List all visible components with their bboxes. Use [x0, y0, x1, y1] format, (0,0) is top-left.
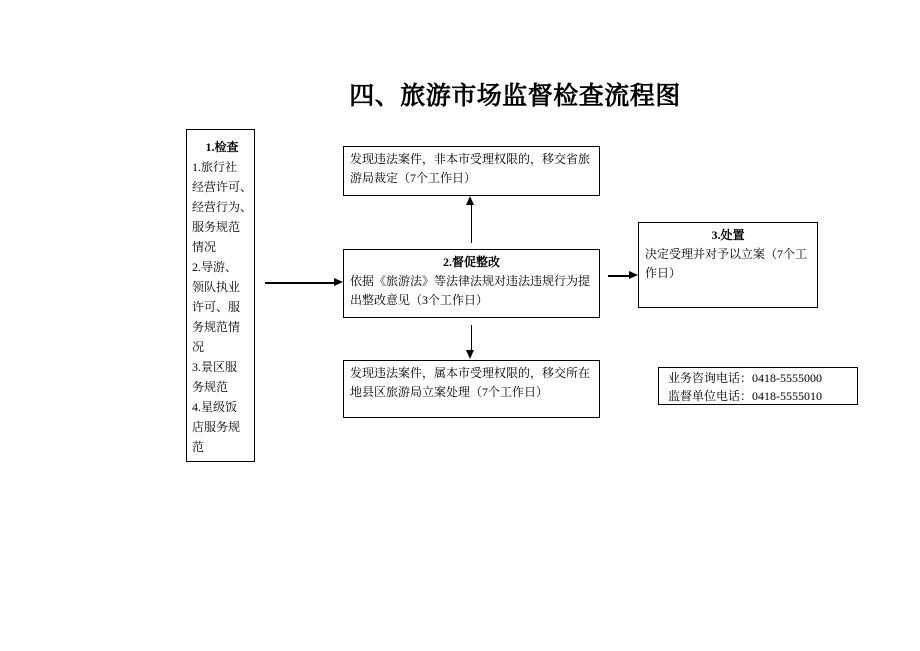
contact-box-body [668, 369, 857, 405]
inspect-box-line: 1.旅行社 [192, 160, 238, 174]
inspect-box-line: 情况 [192, 240, 217, 254]
arrow-supervise-to-province-head-icon [466, 196, 474, 205]
supervise-box [343, 249, 600, 318]
transfer-county-box [343, 360, 600, 418]
inspect-box-line: 领队执业 [192, 280, 241, 294]
inspect-box-line: 服务规范 [192, 220, 241, 234]
arrow-supervise-to-county-head-icon [466, 350, 474, 359]
transfer-province-box-line: 游局裁定（7个工作日） [350, 171, 477, 185]
supervise-box-line: 出整改意见（3个工作日） [350, 293, 489, 307]
supervise-box-line: 依据《旅游法》等法律法规对违法违规行为提 [350, 274, 591, 288]
inspect-box-line: 店服务规 [192, 420, 241, 434]
dispose-box-header: 3.处置 [711, 228, 745, 242]
dispose-box-body [645, 245, 811, 283]
transfer-county-box-body [350, 364, 593, 402]
dispose-box-line: 决定受理并对予以立案（7个工 [645, 247, 808, 261]
arrow-supervise-to-dispose-head-icon [629, 271, 638, 279]
inspect-box-line: 3.景区服 [192, 360, 238, 374]
contact-box-line: 监督单位电话：0418-5555010 [668, 389, 822, 403]
transfer-province-box [343, 146, 600, 196]
inspect-box [186, 129, 255, 462]
inspect-box-body [192, 157, 252, 457]
dispose-box [638, 222, 818, 308]
arrow-inspect-to-supervise-head-icon [334, 278, 343, 286]
transfer-province-box-line: 发现违法案件，非本市受理权限的，移交省旅 [350, 152, 591, 166]
arrow-supervise-to-province-line [471, 203, 473, 243]
inspect-box-line: 务规范情 [192, 320, 241, 334]
inspect-box-header: 1.检查 [205, 140, 239, 154]
arrow-supervise-to-dispose-line [608, 275, 630, 277]
inspect-box-line: 务规范 [192, 380, 229, 394]
inspect-box-line: 2.导游、 [192, 260, 238, 274]
dispose-box-line: 作日） [645, 266, 682, 280]
inspect-box-line: 经营行为、 [192, 200, 253, 214]
transfer-county-box-line: 发现违法案件，属本市受理权限的，移交所在 [350, 366, 591, 380]
inspect-box-line: 范 [192, 440, 205, 454]
contact-box [658, 367, 858, 405]
transfer-county-box-line: 地县区旅游局立案处理（7个工作日） [350, 385, 549, 399]
arrow-supervise-to-county-line [471, 325, 473, 351]
supervise-box-header: 2.督促整改 [442, 255, 500, 269]
arrow-inspect-to-supervise-line [265, 282, 335, 284]
inspect-box-line: 许可、服 [192, 300, 241, 314]
contact-box-line: 业务咨询电话：0418-5555000 [668, 371, 822, 385]
transfer-province-box-body [350, 150, 593, 188]
inspect-box-line: 经营许可、 [192, 180, 253, 194]
inspect-box-line: 况 [192, 340, 205, 354]
supervise-box-body [350, 272, 593, 310]
page-title: 四、旅游市场监督检查流程图 [349, 83, 681, 110]
inspect-box-line: 4.星级饭 [192, 400, 238, 414]
